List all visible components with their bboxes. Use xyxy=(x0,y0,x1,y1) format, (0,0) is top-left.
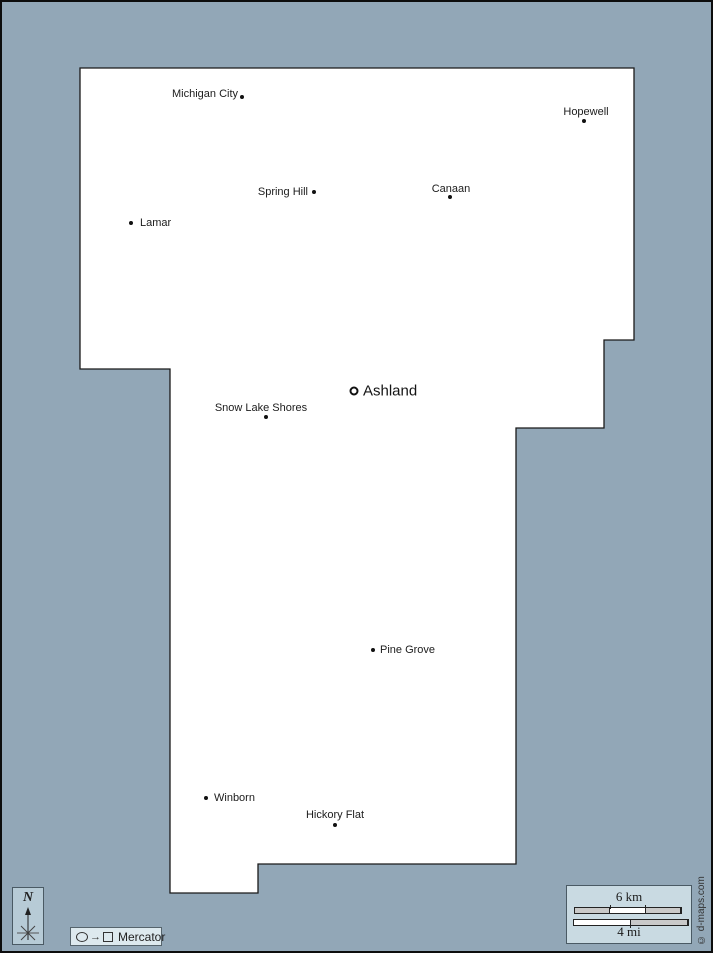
town-label: Lamar xyxy=(140,217,172,229)
scale-tick xyxy=(645,905,646,909)
town-dot xyxy=(371,648,375,652)
town-dot xyxy=(204,796,208,800)
town-label: Canaan xyxy=(431,183,471,195)
town-dot xyxy=(264,415,268,419)
flat-map-square-icon xyxy=(103,932,113,942)
town-label: Snow Lake Shores xyxy=(214,402,308,414)
town-label: Hopewell xyxy=(563,106,609,118)
town-label: Michigan City xyxy=(172,88,239,100)
north-label: N xyxy=(22,890,34,905)
north-compass xyxy=(12,887,44,945)
scale-segment xyxy=(646,908,681,913)
town-label: Hickory Flat xyxy=(305,809,365,821)
town-dot xyxy=(240,95,244,99)
scale-km-label: 6 km xyxy=(615,889,643,904)
town-dot xyxy=(129,221,133,225)
dmaps-credit: © d-maps.com xyxy=(696,876,707,946)
town-dot xyxy=(448,195,452,199)
projection-label: Mercator xyxy=(118,929,166,944)
scale-mi-label: 4 mi xyxy=(617,924,641,939)
town-label: Spring Hill xyxy=(257,186,308,198)
town-label: Pine Grove xyxy=(380,644,436,656)
globe-circle-icon xyxy=(76,932,88,942)
scale-bar xyxy=(566,885,692,944)
town-dot xyxy=(333,823,337,827)
town-dot xyxy=(582,119,586,123)
compass-arrow-icon xyxy=(13,906,43,944)
scale-segment xyxy=(610,908,645,913)
scale-km-bar xyxy=(574,907,682,914)
county-seat-label: Ashland xyxy=(363,382,418,400)
scale-segment xyxy=(575,908,610,913)
town-label: Winborn xyxy=(214,792,255,804)
projection-legend xyxy=(70,927,166,946)
town-dot xyxy=(312,190,316,194)
scale-tick xyxy=(610,905,611,909)
county-seat-marker-icon xyxy=(350,387,359,396)
arrow-right-icon: → xyxy=(90,930,101,943)
